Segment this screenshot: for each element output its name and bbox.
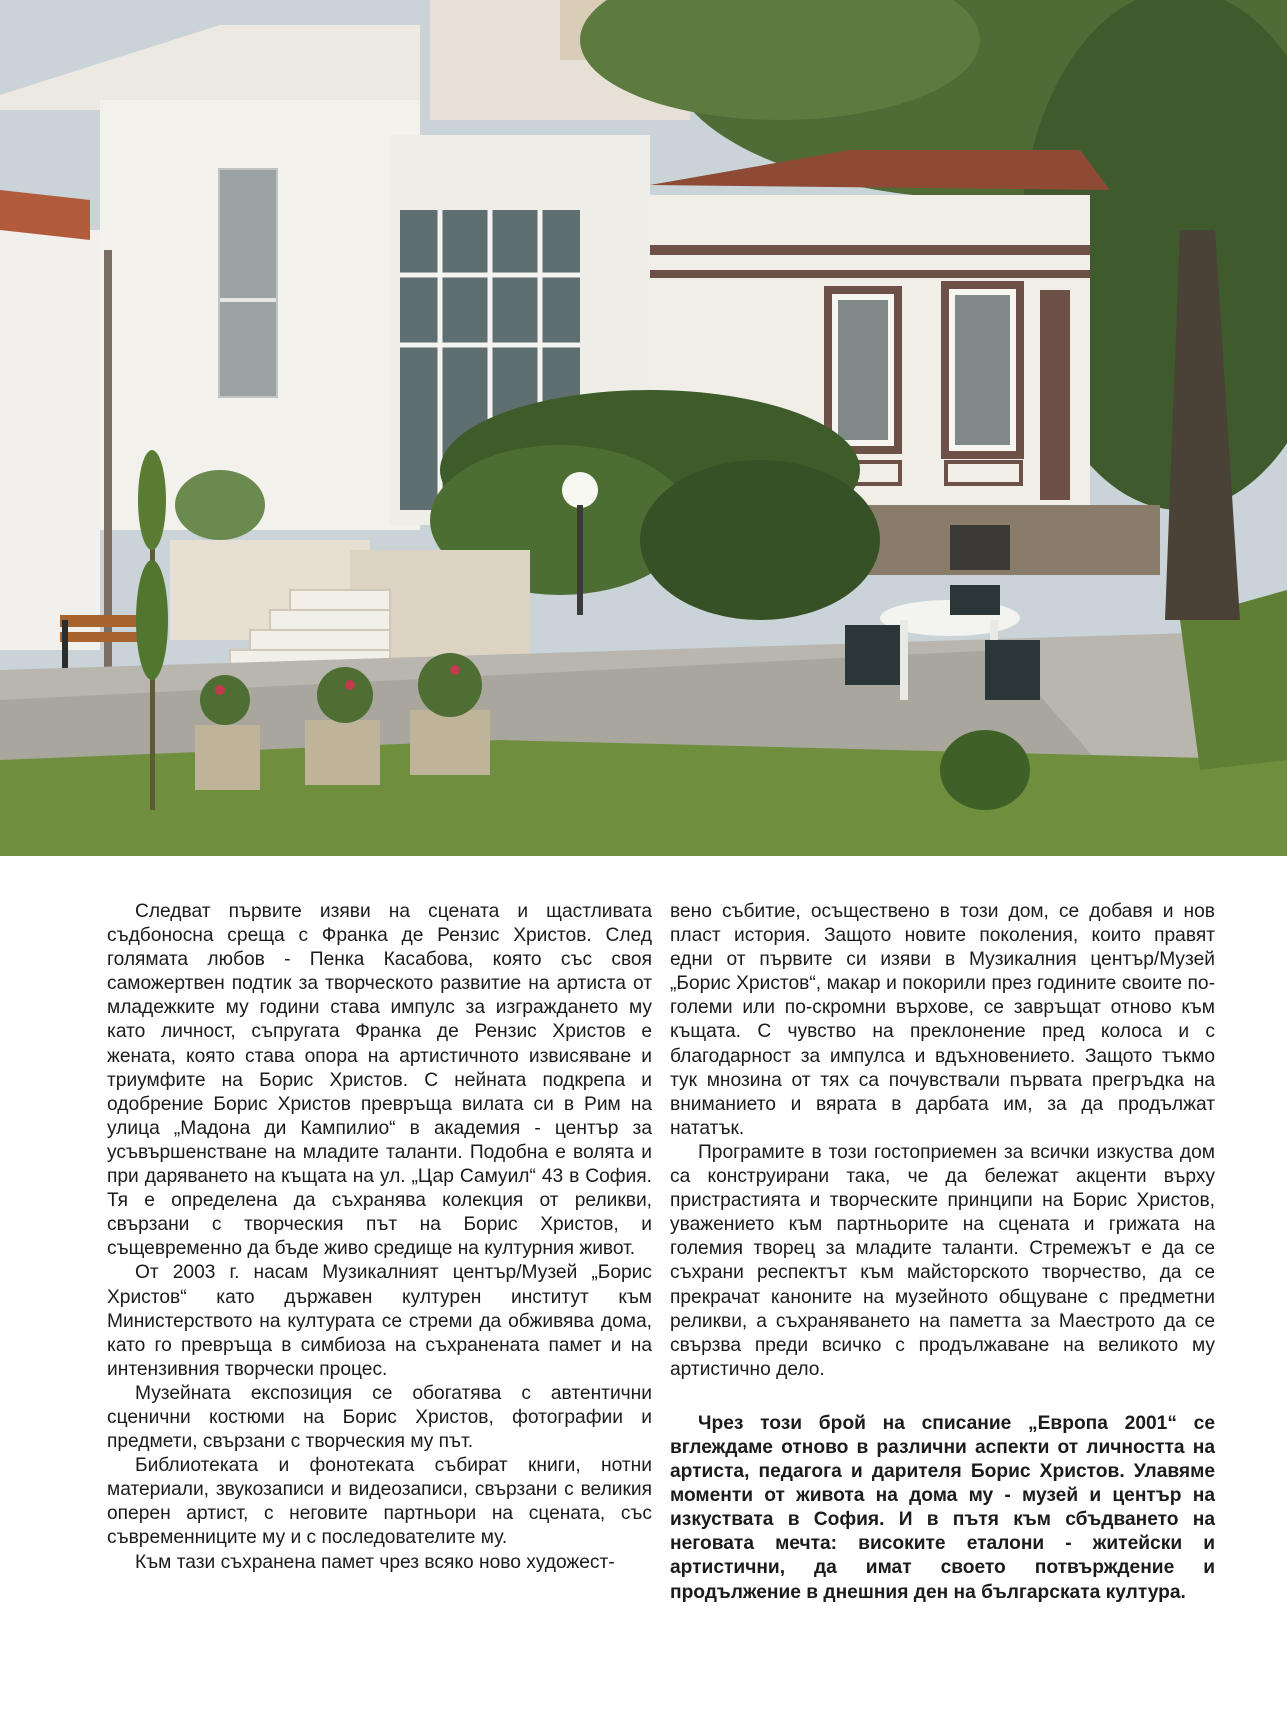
article-paragraph: Програмите в този гостоприемен за всички изкуства дом са конструирани така, че да бележат акценти върху пристрастията и творческите принципи на Борис Христов, уважението към партньорите на сцената и грижата на големия творец за младите таланти. Стремежът е да се съхрани респектът към майсторското творчество, да се прекрачат каноните на музейното общуване с предметни реликви, а съхраняването на паметта за Маестрото да се свързва преди всичко с продължаване на великото му артистично дело. <box>670 1141 1215 1380</box>
article-paragraph: Следват първите изяви на сцената и щастливата съдбоносна среща с Франка де Рензис Христов. След голямата любов - Пенка Касабова, която със своя саможертвен подтик за творческото развитие на артиста от младежките му години става импулс за изграждането му като личност, съпругата Франка де Рензис Христов е жената, която става опора на артистичното извисяване и триумфите на Борис Христов. С нейната подкрепа и одобрение Борис Христов превръща вилата си в Рим на улица „Мадона ди Кампилио“ в академия - център за усъвършенстване на младите таланти. Подобна е волята и при даряването на къщата на ул. „Цар Самуил“ 43 в София. Тя е определена да съхранява колекция от реликви, свързани с творческия път на Борис Христов, и същевременно да бъде живо средище на културния живот. <box>107 901 652 1260</box>
article-paragraph: Библиотеката и фонотеката събират книги, нотни материали, звукозаписи и видеозаписи, свързани с великия оперен артист, с неговите партньори на сцената, със съвременниците му и с последователите му. <box>107 1455 652 1549</box>
article-paragraph: От 2003 г. насам Музикалният център/Музей „Борис Христов“ като държавен културен институт към Министерството на културата се стреми да обживява дома, като го превръща в симбиоза на съхранената памет и на интензивния творчески процес. <box>107 1262 652 1380</box>
article-right-column <box>670 900 1215 1605</box>
article-paragraph: Музейната експозиция се обогатява с автентични сценични костюми на Борис Христов, фотографии и предмети, свързани с творческия му път. <box>107 1382 652 1453</box>
article-paragraph-continuation: вено събитие, осъществено в този дом, се добавя и нов пласт история. Защото новите поколения, които правят едни от първите си изяви в Музикалния център/Музей „Борис Христов“, макар и покорили през годините своите по-големи или по-скромни върхове, се завръщат отново към къщата. С чувство на преклонение пред колоса и с благодарност за импулса и вдъхновението. Защото тъкмо тук мнозина от тях са почувствали първата прегръдка на вниманието и вярата в дарбата им, за да продължат нататък. <box>670 901 1215 1139</box>
article-left-column <box>107 900 652 1575</box>
lead-paragraph: Чрез този брой на списание „Европа 2001“ се вглеждаме отново в различни аспекти от личността на артиста, педагога и дарителя Борис Христов. Улавяме моменти от живота на дома му - музей и център на изкуствата в София. И в пътя към сбъдването на неговата мечта: високите еталони - житейски и артистични, да имат своето потвърждение и продължение в днешния ден на българската култура. <box>670 1412 1215 1603</box>
article-paragraph: Към тази съхранена памет чрез всяко ново художест- <box>135 1551 615 1573</box>
